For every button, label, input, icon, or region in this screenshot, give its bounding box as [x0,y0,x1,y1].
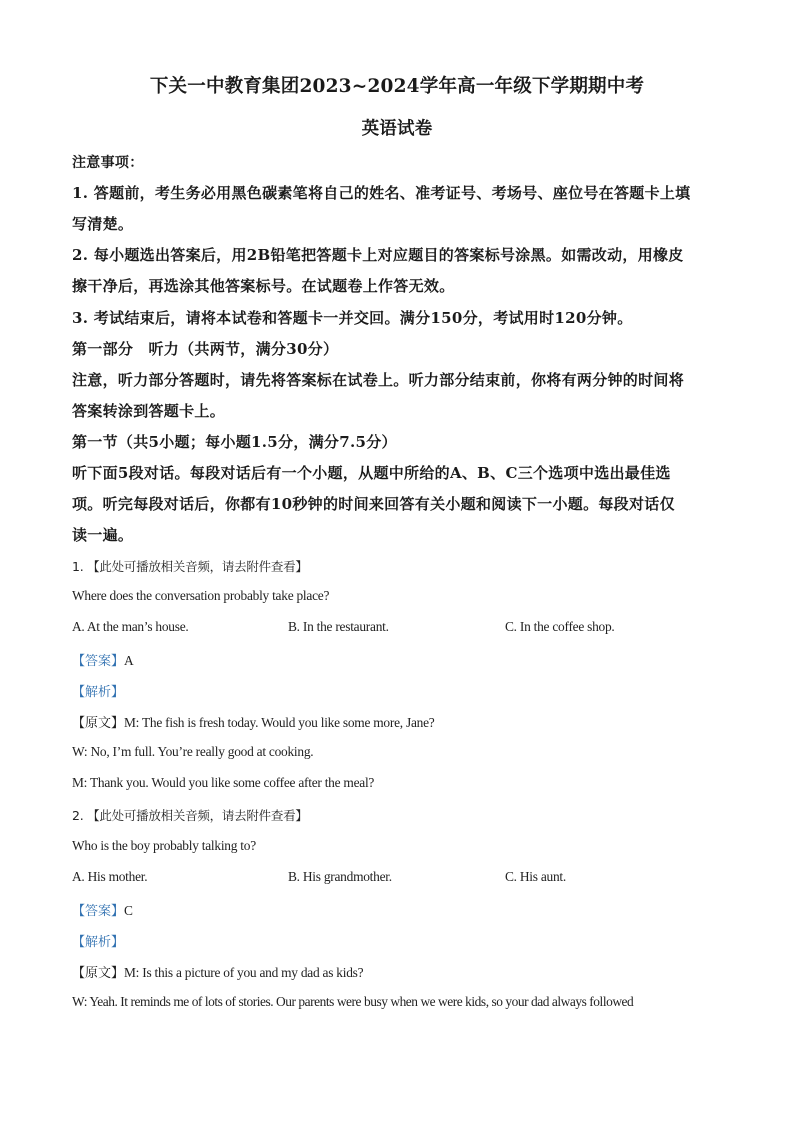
section1-heading: 第一节（共5小题；每小题1.5分，满分7.5分） [72,433,397,451]
part1-note-line-1: 注意，听力部分答题时，请先将答案标在试卷上。听力部分结束前，你将有两分钟的时间将 [72,371,685,389]
analysis-label: 【解析】 [72,685,125,700]
question-1-transcript-line-1 [72,712,434,731]
question-1-audio-line: 1. 【此处可播放相关音频，请去附件查看】 [72,559,308,574]
question-2-transcript-line-1 [72,962,363,981]
note-item-1-line-1: 1. 答题前，考生务必用黑色碳素笔将自己的姓名、准考证号、考场号、座位号在答题卡上填 [72,184,691,202]
question-2-option-a: A. His mother. [72,869,148,884]
exam-title: 下关一中教育集团2023~2024学年高一年级下学期期中考 [149,76,645,97]
question-1-analysis [72,681,124,700]
instructions-line-3: 读一遍。 [72,526,134,544]
question-1-answer [72,650,134,669]
question-2-option-c: C. His aunt. [505,869,566,884]
question-1-option-a: A. At the man’s house. [72,619,189,634]
question-2-option-b: B. His grandmother. [288,869,392,884]
question-2-text: Who is the boy probably talking to? [72,838,256,853]
exam-subtitle: 英语试卷 [361,119,433,139]
notes-heading: 注意事项： [72,155,144,171]
question-1-text: Where does the conversation probably take place? [72,588,330,603]
question-2-transcript-line-2: W: Yeah. It reminds me of lots of stories. Our parents were busy when we were kids, so your dad always followed [72,994,634,1009]
note-item-1-line-2: 写清楚。 [72,215,134,233]
note-item-2-line-1: 2. 每小题选出答案后，用2B铅笔把答题卡上对应题目的答案标号涂黑。如需改动，用橡皮 [72,246,684,264]
question-2-answer [72,900,133,919]
instructions-line-2: 项。听完每段对话后，你都有10秒钟的时间来回答有关小题和阅读下一小题。每段对话仅 [72,495,675,513]
question-1-transcript-line-3: M: Thank you. Would you like some coffee after the meal? [72,775,375,790]
part1-heading: 第一部分 听力（共两节，满分30分） [72,340,339,358]
answer-value: C [124,903,133,918]
instructions-line-1: 听下面5段对话。每段对话后有一个小题，从题中所给的A、B、C三个选项中选出最佳选 [72,464,671,482]
question-2-audio-line: 2. 【此处可播放相关音频，请去附件查看】 [72,808,308,823]
analysis-label: 【解析】 [72,935,125,950]
transcript-label: 【原文】 [72,966,125,981]
question-1-option-c: C. In the coffee shop. [505,619,615,634]
question-1-transcript-line-2: W: No, I’m full. You’re really good at cooking. [72,744,314,759]
question-1-option-b: B. In the restaurant. [288,619,389,634]
note-item-2-line-2: 擦干净后，再选涂其他答案标号。在试题卷上作答无效。 [72,277,455,295]
transcript-label: 【原文】 [72,716,125,731]
answer-label: 【答案】 [72,654,125,669]
note-item-3: 3. 考试结束后，请将本试卷和答题卡一并交回。满分150分，考试用时120分钟。 [72,309,633,327]
answer-value: A [124,653,134,668]
answer-label: 【答案】 [72,904,125,919]
question-2-analysis [72,931,124,950]
transcript-text: M: Is this a picture of you and my dad as kids? [124,965,364,980]
transcript-text: M: The fish is fresh today. Would you like some more, Jane? [124,715,435,730]
part1-note-line-2: 答案转涂到答题卡上。 [72,402,226,420]
